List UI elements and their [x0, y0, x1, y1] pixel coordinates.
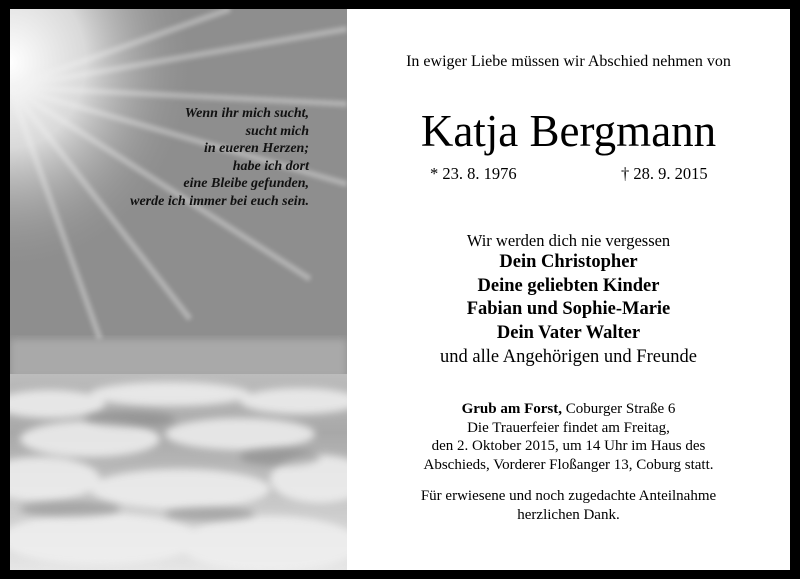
thanks-block: [347, 487, 790, 524]
mourner-name: Deine geliebten Kinder: [477, 275, 660, 296]
notice-intro: In ewiger Liebe müssen wir Abschied nehmen von: [406, 53, 731, 70]
address-place: Grub am Forst,: [461, 401, 562, 417]
poem: [130, 105, 309, 210]
deceased-name: Katja Bergmann: [420, 106, 717, 156]
address-block: [347, 400, 790, 474]
mourner-name: Fabian und Sophie-Marie: [466, 299, 671, 319]
birth-date: * 23. 8. 1976: [430, 164, 517, 183]
poem-line: werde ich immer bei euch sein.: [130, 193, 309, 209]
death-date: † 28. 9. 2015: [621, 164, 708, 183]
thanks-line: Für erwiesene und noch zugedachte Anteilnahme: [420, 488, 717, 504]
poem-line: sucht mich: [245, 123, 309, 139]
mourner-name: Dein Vater Walter: [496, 322, 641, 343]
sky-clouds-image: [10, 9, 347, 570]
ceremony-line: Die Trauerfeier findet am Freitag,: [467, 419, 670, 436]
address-line: [347, 400, 790, 419]
notice-panel: [347, 9, 790, 570]
mourners-block: [347, 230, 790, 369]
poem-line: eine Bleibe gefunden,: [183, 176, 309, 191]
ceremony-line: Abschieds, Vorderer Floßanger 13, Coburg statt.: [423, 456, 714, 473]
mourners-intro: Wir werden dich nie vergessen: [466, 231, 671, 250]
thanks-line: herzlichen Dank.: [517, 506, 620, 523]
mourner-name: Dein Christopher: [499, 252, 638, 272]
address-street: Coburger Straße 6: [561, 401, 676, 417]
sky-clouds-photo: [10, 9, 347, 570]
poem-line: Wenn ihr mich sucht,: [184, 106, 309, 121]
ceremony-line: den 2. Oktober 2015, um 14 Uhr im Haus des: [431, 438, 706, 454]
poem-line: in eueren Herzen;: [204, 141, 309, 156]
mourners-closing: und alle Angehörigen und Freunde: [440, 347, 697, 367]
poem-line: habe ich dort: [232, 158, 309, 174]
